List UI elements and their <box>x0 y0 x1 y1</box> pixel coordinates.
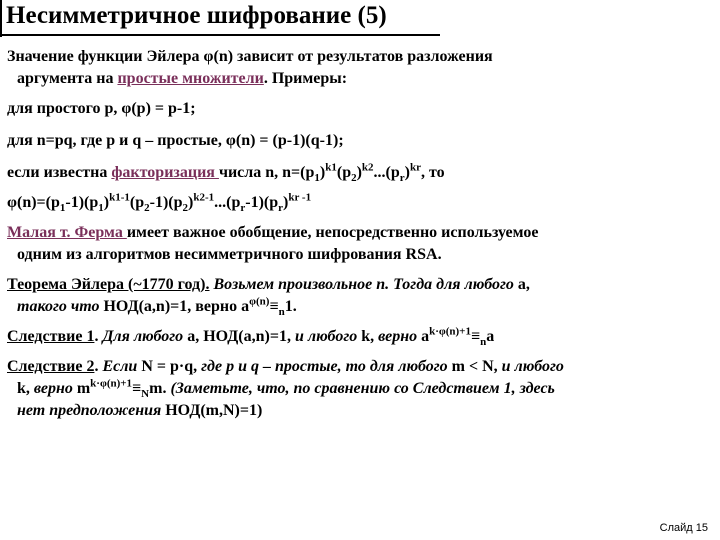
text: НОД(a,n)=1, верно a <box>103 298 250 315</box>
subscript: 1 <box>314 172 320 185</box>
text: ) <box>404 164 410 181</box>
text: Если <box>98 358 142 375</box>
text: m < N, <box>451 358 502 375</box>
text: (p <box>336 164 352 181</box>
subscript: r <box>240 202 246 215</box>
congruence-symbol: ≡ <box>132 380 142 397</box>
subscript: r <box>399 172 405 185</box>
spacer <box>7 120 713 130</box>
link-factorization[interactable]: факторизация <box>111 164 219 181</box>
text: a <box>486 328 495 345</box>
text: где p и q – простые, то для любого <box>201 358 452 375</box>
para-euler-theorem-2 <box>7 296 713 318</box>
para-corollary-2-1 <box>7 356 713 378</box>
title-frame <box>0 0 440 38</box>
para-fermat-1 <box>7 222 713 244</box>
text: Возьмем произвольное n. Тогда для любого <box>209 276 518 293</box>
text: -1)(p <box>65 194 99 211</box>
text: если известна <box>7 164 112 181</box>
text: k, <box>361 328 379 345</box>
para-pq-case: для n=pq, где p и q – простые, φ(n) = (p-1)(q-1); <box>7 132 344 149</box>
spacer <box>7 214 713 222</box>
para-euler-theorem-1 <box>7 274 713 296</box>
para-euler-function-1 <box>7 46 713 68</box>
congruence-symbol: ≡ <box>269 298 279 315</box>
para-euler-function-2 <box>7 68 713 90</box>
text: m. <box>149 380 167 397</box>
superscript: kr -1 <box>288 191 312 204</box>
subscript: 2 <box>144 202 150 215</box>
superscript: φ(n) <box>249 295 270 308</box>
text: ...(p <box>373 164 400 181</box>
subscript: N <box>141 388 150 401</box>
spacer <box>7 90 713 98</box>
superscript: k1-1 <box>109 191 130 204</box>
spacer <box>7 266 713 274</box>
text: ) <box>319 164 326 181</box>
superscript: k·φ(n)+1 <box>90 377 133 390</box>
para-corollary-2-2 <box>7 378 713 400</box>
title-left-rule <box>0 0 2 37</box>
text: ) <box>103 194 110 211</box>
superscript: kr <box>410 161 421 174</box>
text: k, <box>17 380 34 397</box>
text: верно <box>33 380 77 397</box>
corollary-1-label: Следствие 1 <box>7 328 95 345</box>
subscript: n <box>480 336 487 349</box>
text: φ(n)=(p <box>7 194 60 211</box>
superscript: k1 <box>325 161 337 174</box>
text: числа n, n=(p <box>218 164 315 181</box>
text: (p <box>129 194 145 211</box>
text: и любого <box>501 358 564 375</box>
text: . Примеры: <box>263 70 348 87</box>
text: Для любого <box>98 328 188 345</box>
spacer <box>7 318 713 326</box>
text: верно <box>378 328 422 345</box>
text: такого что <box>17 298 104 315</box>
text: a, <box>517 276 530 293</box>
para-corollary-1 <box>7 326 713 348</box>
spacer <box>7 348 713 356</box>
subscript: n <box>278 306 285 319</box>
congruence-symbol: ≡ <box>470 328 481 345</box>
text: (Заметьте, что, по сравнению со Следствием 1, здесь <box>166 380 555 397</box>
euler-theorem-label: Теорема Эйлера (~1770 год). <box>7 276 210 293</box>
text: ...(p <box>214 194 241 211</box>
text: аргумента на <box>17 70 118 87</box>
subscript: 2 <box>351 172 357 185</box>
text: 1. <box>284 298 297 315</box>
link-fermat-little-theorem[interactable]: Малая т. Ферма <box>7 224 127 241</box>
text: и любого <box>294 328 362 345</box>
title-underline <box>0 34 440 36</box>
superscript: k·φ(n)+1 <box>429 325 471 338</box>
text: m <box>76 380 91 397</box>
text: имеет важное обобщение, непосредственно используемое <box>126 224 539 241</box>
text: нет предположения <box>17 402 166 419</box>
subscript: 2 <box>182 202 189 215</box>
text: a <box>421 328 430 345</box>
para-prime-case: для простого p, φ(p) = p-1; <box>7 100 196 117</box>
slide-number: Слайд 15 <box>659 522 708 534</box>
para-factorization <box>7 162 713 184</box>
subscript: 1 <box>59 202 66 215</box>
text: N = p·q, <box>141 358 202 375</box>
para-corollary-2-3 <box>7 400 713 422</box>
superscript: k2 <box>361 161 374 174</box>
text: ) <box>283 194 289 211</box>
text: . <box>94 328 99 345</box>
text: , то <box>421 164 445 181</box>
para-fermat-2: одним из алгоритмов несимметричного шифрования RSA. <box>17 246 442 263</box>
corollary-2-label: Следствие 2 <box>7 358 95 375</box>
spacer <box>7 152 713 162</box>
text: -1)(p <box>149 194 183 211</box>
text: ) <box>356 164 362 181</box>
slide-body <box>7 46 713 422</box>
text: -1)(p <box>245 194 279 211</box>
slide-title: Несимметричное шифрование (5) <box>6 2 387 29</box>
superscript: k2-1 <box>193 191 215 204</box>
text: НОД(m,N)=1) <box>165 402 263 419</box>
subscript: r <box>278 202 284 215</box>
text: Значение функции Эйлера φ(n) зависит от результатов разложения <box>7 48 493 65</box>
text: ) <box>188 194 194 211</box>
subscript: 1 <box>98 202 104 215</box>
text: a, НОД(a,n)=1, <box>187 328 295 345</box>
para-phi-formula <box>7 192 713 214</box>
link-prime-factors[interactable]: простые множители <box>117 70 264 87</box>
text: . <box>94 358 99 375</box>
